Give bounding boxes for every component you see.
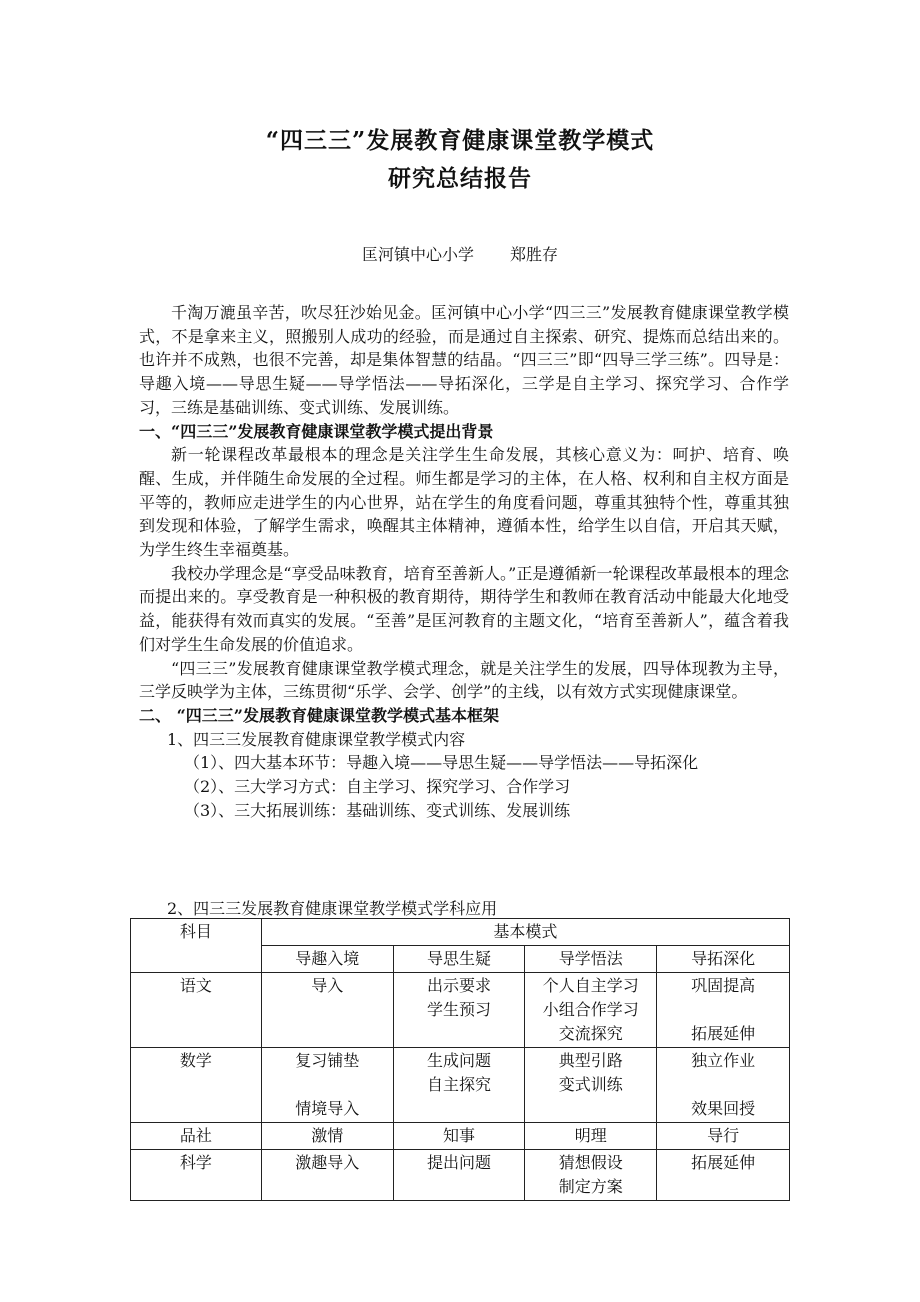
table-cell	[657, 973, 790, 1048]
table-cell	[525, 973, 657, 1048]
column-header: 导拓深化	[657, 946, 790, 973]
cell-line	[661, 1073, 785, 1097]
cell-line: 猜想假设	[558, 1153, 623, 1172]
cell-line	[661, 1175, 785, 1199]
table-cell	[393, 1123, 525, 1150]
table-cell	[657, 1048, 790, 1123]
cell-line: 情境导入	[295, 1099, 360, 1118]
column-header: 导学悟法	[525, 946, 657, 973]
table-cell	[525, 1123, 657, 1150]
subject-header: 科目	[131, 919, 262, 973]
report-title: “四三三”发展教育健康课堂教学模式	[265, 127, 655, 154]
cell-line: 明理	[574, 1126, 607, 1145]
table-cell	[393, 1048, 525, 1123]
author-name: 郑胜存	[510, 245, 559, 264]
section2-heading: 二、 “四三三”发展教育健康课堂教学模式基本框架	[139, 705, 499, 725]
table-cell	[657, 1150, 790, 1201]
cell-line: 变式训练	[558, 1075, 623, 1094]
list-item-2: 2、四三三发展教育健康课堂教学模式学科应用	[167, 899, 498, 918]
cell-line: 个人自主学习	[542, 976, 639, 995]
cell-line: 典型引路	[558, 1051, 623, 1070]
subject-application-table	[130, 918, 790, 1201]
cell-line: 激趣导入	[295, 1153, 360, 1172]
cell-line: 复习铺垫	[295, 1051, 360, 1070]
table-cell	[261, 1048, 393, 1123]
column-header: 导思生疑	[393, 946, 525, 973]
group-header: 基本模式	[261, 919, 789, 946]
report-subtitle: 研究总结报告	[388, 165, 532, 192]
cell-line	[266, 1175, 389, 1199]
section1-paragraph-3: “四三三”发展教育健康课堂教学模式理念，就是关注学生的发展，四导体现教为主导，三学反映学为主体，三练贯彻“乐学、会学、创学”的主线，以有效方式实现健康课堂。	[139, 658, 789, 702]
cell-line: 独立作业	[691, 1051, 756, 1070]
table-row	[131, 1150, 790, 1201]
table-cell	[525, 1150, 657, 1201]
table-cell	[261, 1150, 393, 1201]
section1-paragraph-1: 新一轮课程改革最根本的理念是关注学生生命发展，其核心意义为：呵护、培育、唤醒、生成，并伴随生命发展的全过程。师生都是学习的主体，在人格、权利和自主权方面是平等的，教师应走进学生的内心世界，站在学生的角度看问题，尊重其独特个性，尊重其独到发现和体验，了解学生需求，唤醒其主体精神，遵循本性，给学生以自信，开启其天赋，为学生终生幸福奠基。	[139, 445, 789, 560]
list-subitem-3: （3）、三大拓展训练：基础训练、变式训练、发展训练	[184, 800, 571, 820]
cell-line: 生成问题	[426, 1051, 491, 1070]
list-subitem-2: （2）、三大学习方式：自主学习、探究学习、合作学习	[184, 777, 571, 797]
table-cell	[393, 973, 525, 1048]
cell-line	[266, 1073, 389, 1097]
section1-paragraph-2: 我校办学理念是“享受品味教育，培育至善新人。”正是遵循新一轮课程改革最根本的理念而提出来的。享受教育是一种积极的教育期待，期待学生和教师在教育活动中能最大化地受益，能获得有效而真实的发展。“至善”是匡河教育的主题文化，“培育至善新人”，蕴含着我们对学生生命发展的价值追求。	[139, 563, 789, 654]
cell-line: 拓展延伸	[691, 1024, 756, 1043]
list-subitem-1: （1）、四大基本环节：导趣入境——导思生疑——导学悟法——导拓深化	[184, 753, 699, 773]
table-row	[131, 1048, 790, 1123]
cell-line: 小组合作学习	[542, 1000, 639, 1019]
table-cell	[393, 1150, 525, 1201]
cell-line: 效果回授	[691, 1099, 756, 1118]
cell-line	[266, 1022, 389, 1046]
table-cell	[525, 1048, 657, 1123]
author-line	[0, 242, 920, 265]
cell-line: 自主探究	[426, 1075, 491, 1094]
cell-line: 制定方案	[558, 1177, 623, 1196]
subject-cell: 语文	[131, 973, 262, 1048]
cell-line: 导入	[311, 976, 344, 995]
cell-line: 交流探究	[558, 1024, 623, 1043]
school-name: 匡河镇中心小学	[361, 245, 474, 264]
table-cell	[261, 1123, 393, 1150]
cell-line: 知事	[442, 1126, 475, 1145]
cell-line: 学生预习	[426, 1000, 491, 1019]
table-cell	[261, 973, 393, 1048]
cell-line	[661, 998, 785, 1022]
table-row	[131, 1123, 790, 1150]
report-body	[139, 301, 789, 822]
table-cell	[657, 1123, 790, 1150]
subject-cell: 品社	[131, 1123, 262, 1150]
section1-heading: 一、“四三三”发展教育健康课堂教学模式提出背景	[139, 421, 494, 441]
table-header-row	[131, 919, 790, 946]
cell-line	[266, 998, 389, 1022]
table-row	[131, 973, 790, 1048]
list-item-1: 1、四三三发展教育健康课堂教学模式内容	[167, 729, 466, 749]
column-header: 导趣入境	[261, 946, 393, 973]
cell-line: 激情	[311, 1126, 344, 1145]
subject-cell: 数学	[131, 1048, 262, 1123]
cell-line	[398, 1097, 521, 1121]
cell-line: 拓展延伸	[691, 1153, 756, 1172]
subject-cell: 科学	[131, 1150, 262, 1201]
cell-line: 导行	[707, 1126, 740, 1145]
cell-line: 出示要求	[426, 976, 491, 995]
cell-line: 巩固提高	[691, 976, 756, 995]
cell-line: 提出问题	[426, 1153, 491, 1172]
cell-line	[398, 1022, 521, 1046]
cell-line	[529, 1097, 652, 1121]
intro-paragraph: 千淘万漉虽辛苦，吹尽狂沙始见金。匡河镇中心小学“四三三”发展教育健康课堂教学模式，不是拿来主义，照搬别人成功的经验，而是通过自主探索、研究、提炼而总结出来的。也许并不成熟，也很不完善，却是集体智慧的结晶。“四三三”即“四导三学三练”。四导是：导趣入境——导思生疑——导学悟法——导拓深化，三学是自主学习、探究学习、合作学习，三练是基础训练、变式训练、发展训练。	[139, 303, 789, 417]
cell-line	[398, 1175, 521, 1199]
